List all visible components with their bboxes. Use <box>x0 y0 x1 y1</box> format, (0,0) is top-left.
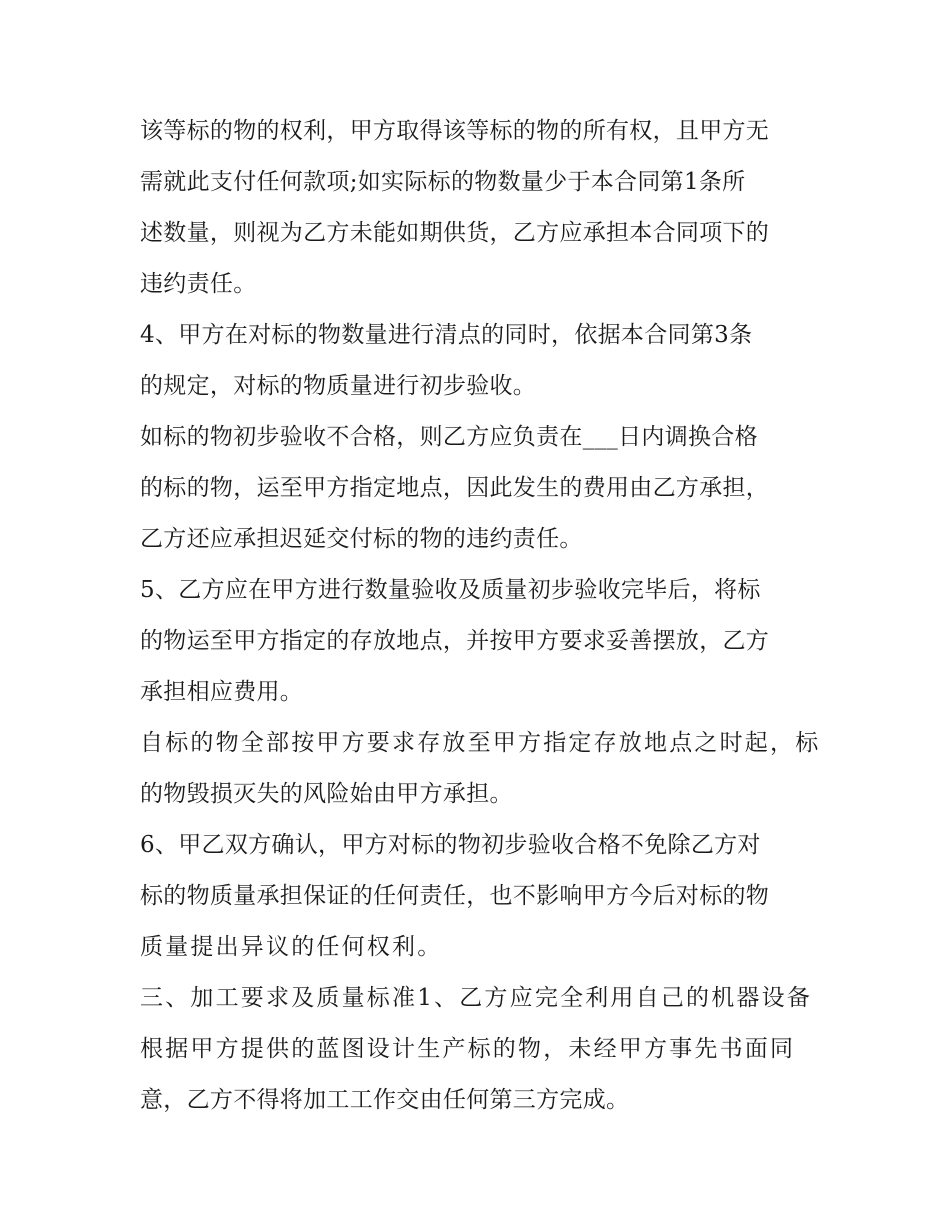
text-line-9: 乙方还应承担迟延交付标的物的违约责任。 <box>140 526 583 552</box>
text-line-7: 如标的物初步验收不合格，则乙方应负责在___日内调换合格 <box>140 424 758 450</box>
text-line-1: 该等标的物的权利，甲方取得该等标的物的所有权，且甲方无 <box>140 118 770 144</box>
text-line-2: 需就此支付任何款项;如实际标的物数量少于本合同第1条所 <box>140 169 746 195</box>
text-line-20: 意，乙方不得将加工工作交由任何第三方完成。 <box>140 1087 630 1113</box>
text-line-17: 质量提出异议的任何权利。 <box>140 934 443 960</box>
text-line-3: 述数量，则视为乙方未能如期供货，乙方应承担本合同项下的 <box>140 220 770 246</box>
document-body <box>140 106 821 1126</box>
text-line-18: 三、加工要求及质量标准1、乙方应完全利用自己的机器设备 <box>140 985 813 1011</box>
text-line-10: 5、乙方应在甲方进行数量验收及质量初步验收完毕后，将标 <box>140 577 761 603</box>
text-line-14: 的物毁损灭失的风险始由甲方承担。 <box>140 781 513 807</box>
text-line-19: 根据甲方提供的蓝图设计生产标的物，未经甲方事先书面同 <box>140 1036 796 1062</box>
text-line-11: 的物运至甲方指定的存放地点，并按甲方要求妥善摆放，乙方 <box>140 628 770 654</box>
text-line-8: 的标的物，运至甲方指定地点，因此发生的费用由乙方承担， <box>140 475 770 501</box>
text-line-4: 违约责任。 <box>140 271 257 297</box>
text-line-12: 承担相应费用。 <box>140 679 304 705</box>
text-line-13: 自标的物全部按甲方要求存放至甲方指定存放地点之时起，标 <box>140 730 821 756</box>
text-line-6: 的规定，对标的物质量进行初步验收。 <box>140 373 537 399</box>
text-line-16: 标的物质量承担保证的任何责任，也不影响甲方今后对标的物 <box>140 883 770 909</box>
text-line-15: 6、甲乙双方确认，甲方对标的物初步验收合格不免除乙方对 <box>140 832 761 858</box>
text-line-5: 4、甲方在对标的物数量进行清点的同时，依据本合同第3条 <box>140 322 753 348</box>
